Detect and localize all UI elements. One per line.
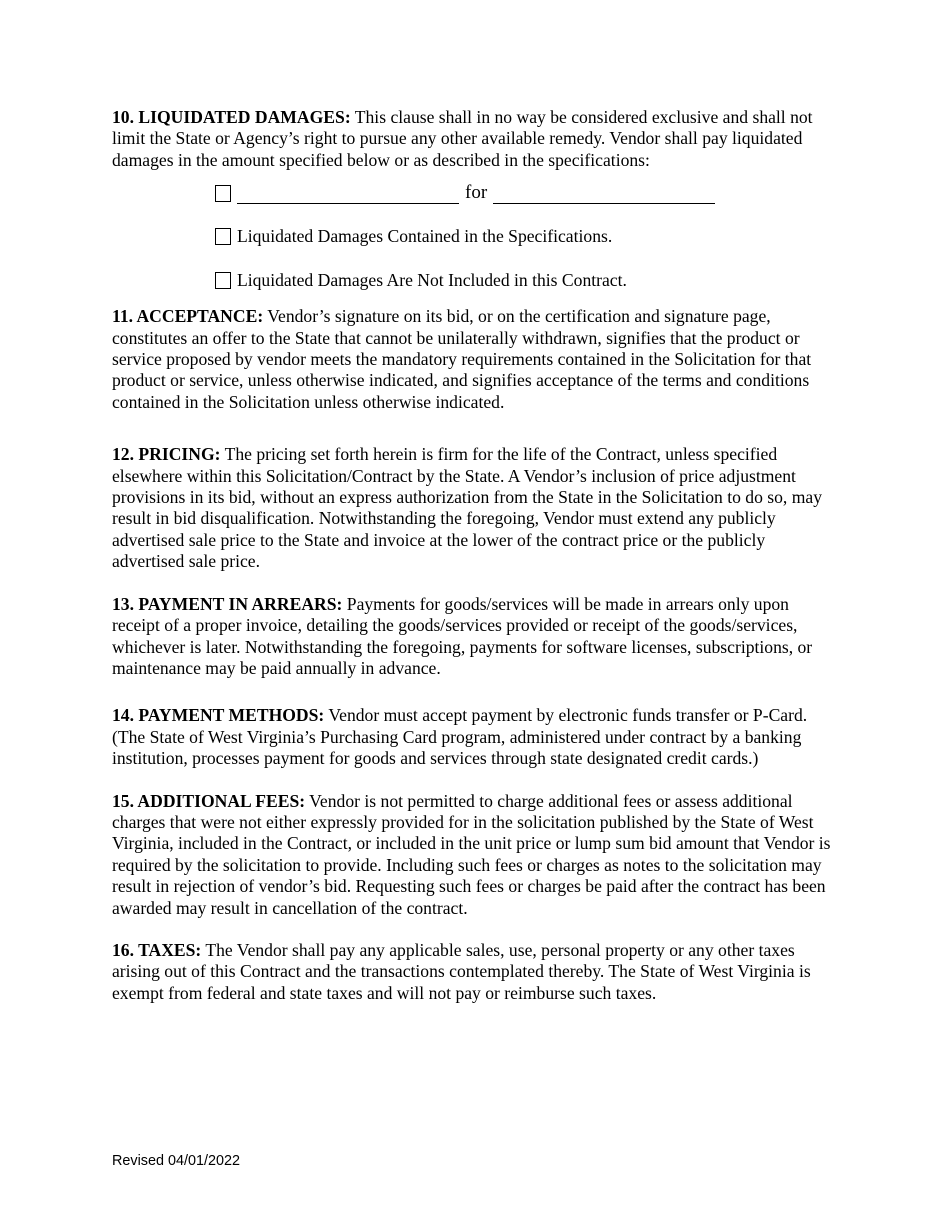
clause-text: Vendor is not permitted to charge additional fees or assess additional charges that were not either expressly provided for in the solicitation published by the State of West Virginia, included in the Contract, or included in the unit price or lump sum bid amount that Vendor is required by the solicitation to provide. Including such fees or charges as notes to the solicitation may result in rejection of vendor’s bid. Requesting such fees or charges be paid after the contract has been awarded may result in cancellation of the contract. bbox=[112, 790, 831, 918]
spacer bbox=[112, 679, 834, 705]
footer-revised-date: Revised 04/01/2022 bbox=[112, 1153, 241, 1169]
checkbox-not-included[interactable] bbox=[215, 272, 231, 289]
option-specifications-label: Liquidated Damages Contained in the Specifications. bbox=[237, 226, 613, 247]
clause-heading: 16. TAXES: bbox=[112, 939, 202, 960]
checkbox-specifications[interactable] bbox=[215, 228, 231, 245]
checkbox-amount[interactable] bbox=[215, 185, 231, 202]
option-not-included-row bbox=[215, 268, 834, 292]
clause-heading: 14. PAYMENT METHODS: bbox=[112, 705, 325, 726]
option-not-included-label: Liquidated Damages Are Not Included in this Contract. bbox=[237, 270, 627, 291]
clause-taxes bbox=[112, 940, 834, 1004]
spacer bbox=[112, 413, 834, 444]
clause-heading: 11. ACCEPTANCE: bbox=[112, 306, 264, 327]
clause-text: The pricing set forth herein is firm for the life of the Contract, unless specified elsewhere within this Solicitation/Contract by the State. A Vendor’s inclusion of price adjustment provisions in its bid, without an express authorization from the State in the Solicitation to do so, may result in bid disqualification. Notwithstanding the foregoing, Vendor must extend any publicly advertised sale price to the State and invoice at the lower of the contract price or the publicly advertised sale price. bbox=[112, 444, 823, 572]
clause-text: This clause shall in no way be considered exclusive and shall not limit the State or Agency’s right to pursue any other available remedy. Vendor shall pay liquidated damages in the amount specified below or as described in the specifications: bbox=[112, 107, 813, 170]
clause-heading: 15. ADDITIONAL FEES: bbox=[112, 790, 306, 811]
amount-blank-field[interactable] bbox=[237, 185, 459, 204]
liquidated-damages-options bbox=[215, 181, 834, 292]
clause-text: Vendor must accept payment by electronic funds transfer or P-Card. (The State of West Virginia’s Purchasing Card program, administered under contract by a banking institution, processes payment for goods and services through state designated credit cards.) bbox=[112, 705, 808, 769]
clause-pricing bbox=[112, 444, 834, 572]
clause-heading: 12. PRICING: bbox=[112, 444, 221, 465]
option-amount-row bbox=[215, 181, 834, 205]
spacer bbox=[112, 919, 834, 940]
spacer bbox=[112, 770, 834, 791]
spacer bbox=[112, 573, 834, 594]
option-specifications-row bbox=[215, 224, 834, 248]
clause-text: Vendor’s signature on its bid, or on the certification and signature page, constitutes an offer to the State that cannot be unilaterally withdrawn, signifies that the product or service proposed by vendor meets the mandatory requirements contained in the Solicitation for that product or service, unless otherwise indicated, and signifies acceptance of the terms and conditions contained in the Solicitation unless otherwise indicated. bbox=[112, 306, 812, 412]
for-label: for bbox=[465, 182, 488, 204]
unit-blank-field[interactable] bbox=[493, 185, 715, 204]
clause-liquidated-damages bbox=[112, 107, 834, 171]
clause-text: Payments for goods/services will be made in arrears only upon receipt of a proper invoice, detailing the goods/services provided or receipt of the goods/services, whichever is later. Notwithstanding the foregoing, payments for software licenses, subscriptions, or maintenance may be paid annually in advance. bbox=[112, 593, 813, 678]
clause-acceptance bbox=[112, 306, 834, 413]
clause-payment-in-arrears bbox=[112, 594, 834, 680]
clause-heading: 13. PAYMENT IN ARREARS: bbox=[112, 593, 343, 614]
clause-text: The Vendor shall pay any applicable sales, use, personal property or any other taxes arising out of this Contract and the transactions contemplated thereby. The State of West Virginia is exempt from federal and state taxes and will not pay or reimburse such taxes. bbox=[112, 939, 811, 1003]
document-body bbox=[112, 107, 834, 1004]
clause-payment-methods bbox=[112, 705, 834, 769]
clause-heading: 10. LIQUIDATED DAMAGES: bbox=[112, 107, 351, 127]
clause-additional-fees bbox=[112, 791, 834, 919]
